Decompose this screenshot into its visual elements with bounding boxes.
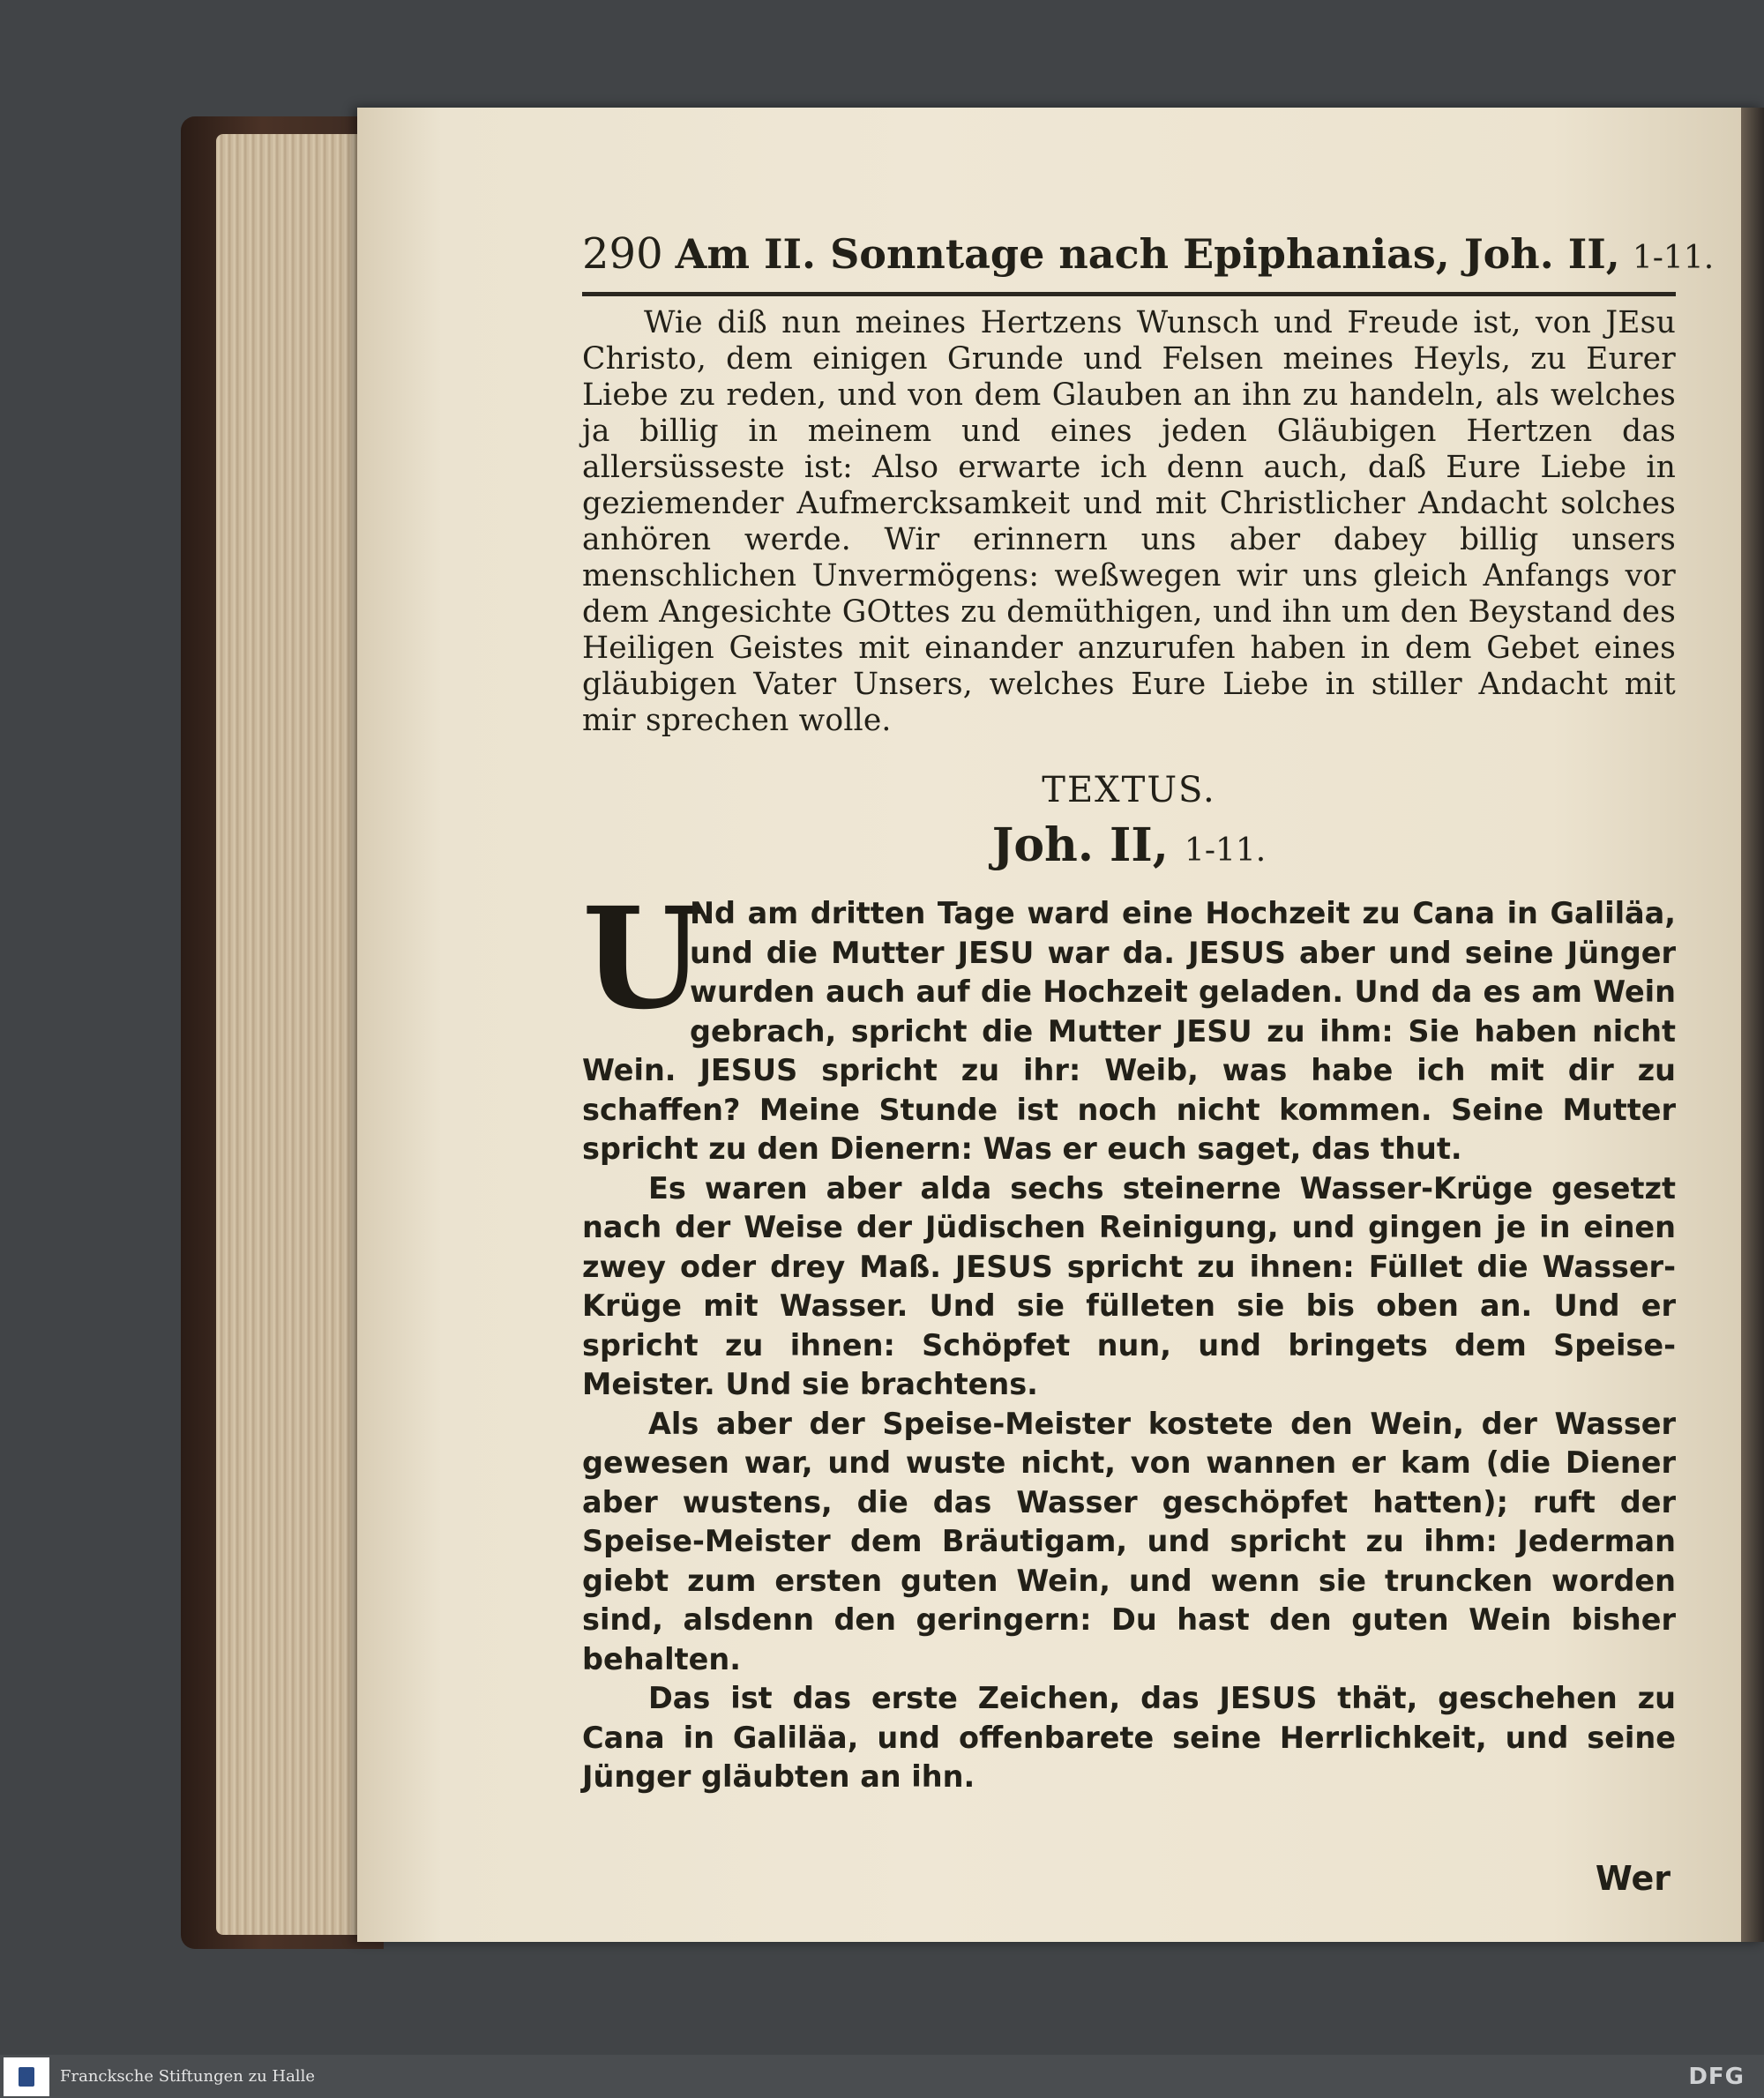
- bible-paragraph-3: Als aber der Speise-Meister kostete den Wein, der Wasser gewesen war, und wuste nicht, von wannen er kam (die Diener aber wustens, die das Wasser geschöpfet hatten); ruft der Speise-Meister dem Bräutigam, und spricht zu ihm: Jederman giebt zum ersten guten Wein, und wenn sie truncken worden sind, alsdenn den geringern: Du hast den guten Wein bisher behalten.: [582, 1406, 1676, 1676]
- institution-name[interactable]: Francksche Stiftungen zu Halle: [60, 2067, 315, 2086]
- textus-reference: [582, 818, 1676, 878]
- textus-title: TEXTUS.: [1042, 770, 1216, 810]
- facing-page-edge: [1741, 108, 1764, 1942]
- catchword: Wer: [1595, 1858, 1671, 1898]
- bible-paragraph-4: Das ist das erste Zeichen, das JESUS thät, geschehen zu Cana in Galiläa, und offenbarete seine Herrlichkeit, und seine Jünger gläubten an ihn.: [582, 1681, 1676, 1794]
- book-page: [357, 108, 1764, 1942]
- head-rule: [582, 292, 1676, 296]
- institution-logo-mark: [19, 2067, 34, 2087]
- running-head-range: 1-11.: [1632, 240, 1715, 276]
- bible-paragraph-1: [582, 877, 1676, 1169]
- dfg-logo[interactable]: DFG: [1688, 2063, 1745, 2090]
- decorated-initial: U: [582, 877, 704, 1041]
- page-edges: [216, 134, 359, 1935]
- page-text: [582, 229, 1715, 1898]
- textus-reference-book: Joh. II,: [991, 818, 1169, 872]
- intro-paragraph: Wie diß nun meines Hertzens Wunsch und Freude ist, von JEsu Christo, dem einigen Grunde und Felsen meines Heyls, zu Eurer Liebe zu reden, und von dem Glauben an ihn zu handeln, als welches ja billig in meinem und eines jeden Gläubigen Hertzen das allersüsseste ist: Also erwarte ich denn auch, daß Eure Liebe in geziemender Aufmercksamkeit und mit Christlicher Andacht solches anhören werde. Wir erinnern uns aber dabey billig unsers menschlichen Unvermögens: weßwegen wir uns gleich Anfangs vor dem Angesichte GOttes zu demüthigen, und ihn um den Beystand des Heiligen Geistes mit einander anzurufen haben in dem Gebet eines gläubigen Vater Unsers, welches Eure Liebe in stiller Andacht mit mir sprechen wolle.: [582, 305, 1676, 738]
- bible-paragraph-2: Es waren aber alda sechs steinerne Wasser-Krüge gesetzt nach der Weise der Jüdischen Reinigung, und gingen je in einen zwey oder drey Maß. JESUS spricht zu ihnen: Füllet die Wasser-Krüge mit Wasser. Und sie fülleten sie bis oben an. Und er spricht zu ihnen: Schöpfet nun, und bringets dem Speise-Meister. Und sie brachtens.: [582, 1170, 1676, 1401]
- running-head: [582, 229, 1715, 283]
- viewer-footer: [0, 2055, 1764, 2098]
- bible-paragraph-1-text: Nd am dritten Tage ward eine Hochzeit zu Cana in Galiläa, und die Mutter JESU war da. JESUS aber und seine Jünger wurden auch auf die Hochzeit geladen. Und da es am Wein gebrach, spricht die Mutter JESU zu ihm: Sie haben nicht Wein. JESUS spricht zu ihr: Weib, was habe ich mit dir zu schaffen? Meine Stunde ist noch nicht kommen. Seine Mutter spricht zu den Dienern: Was er euch saget, das thut.: [582, 896, 1676, 1166]
- institution-logo-icon[interactable]: [4, 2057, 49, 2096]
- page-number: 290: [582, 229, 663, 279]
- running-head-title: Am II. Sonntage nach Epiphanias, Joh. II,: [675, 230, 1620, 278]
- textus-reference-range: 1-11.: [1184, 832, 1267, 869]
